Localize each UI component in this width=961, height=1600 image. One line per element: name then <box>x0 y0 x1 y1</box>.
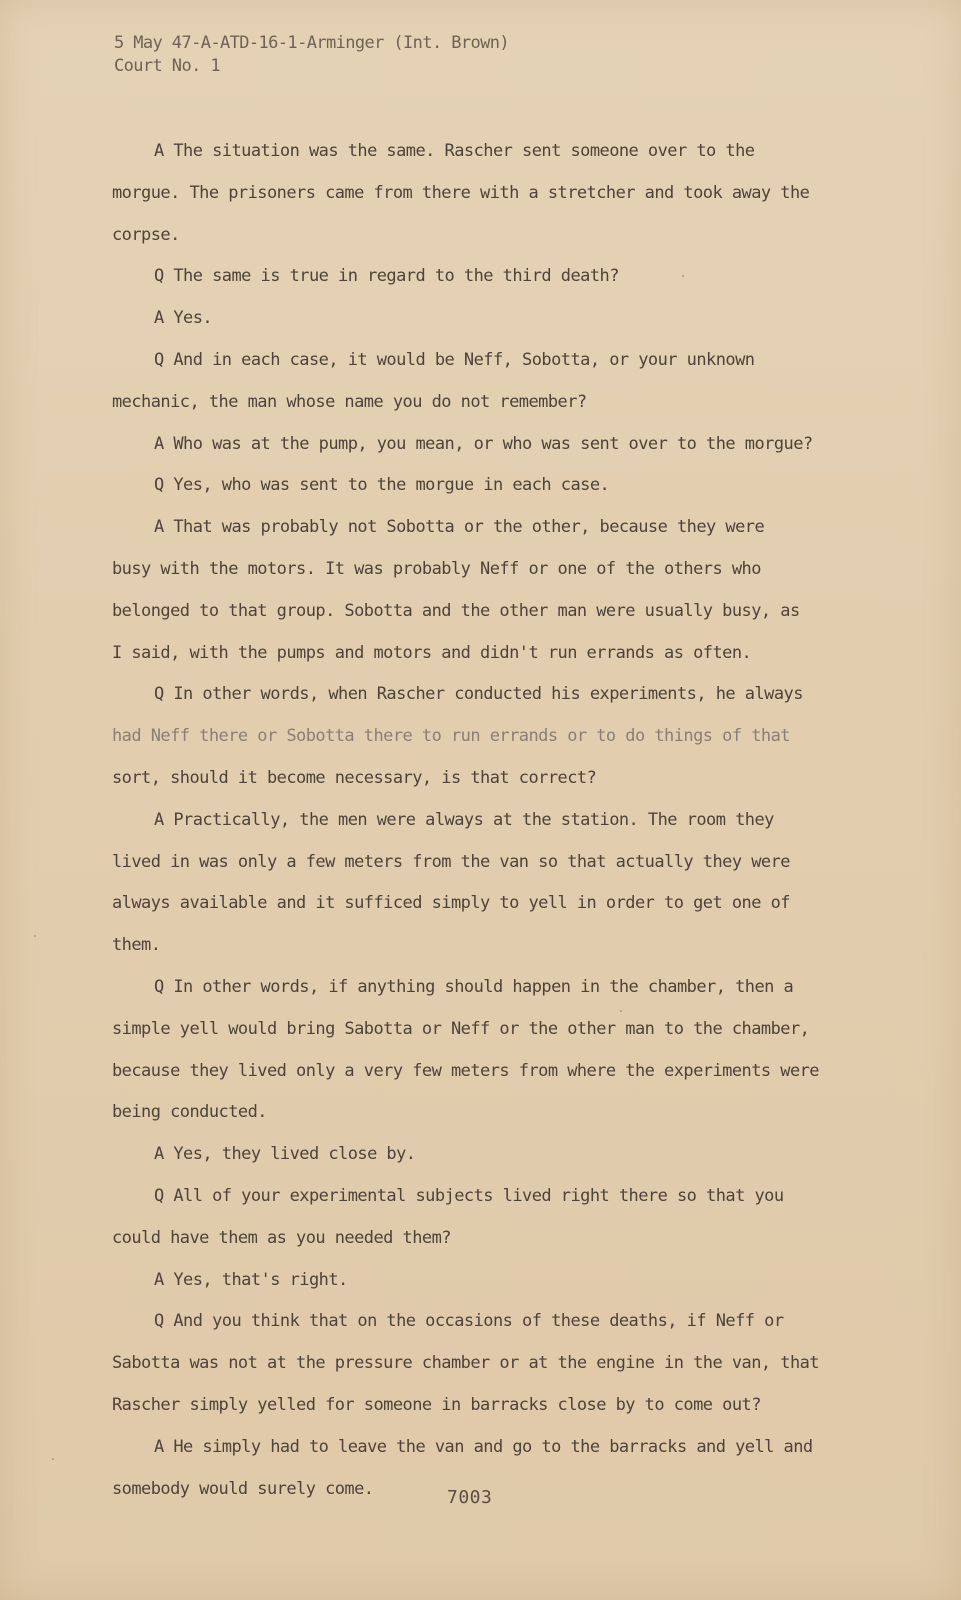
paper-speck <box>620 1010 622 1012</box>
transcript-line: lived in was only a few meters from the van so that actually they were <box>112 851 790 872</box>
transcript-line: A That was probably not Sobotta or the other, because they were <box>154 517 765 538</box>
transcript-line: mechanic, the man whose name you do not remember? <box>112 391 587 412</box>
paper-speck <box>52 1458 54 1460</box>
transcript-line: had Neff there or Sobotta there to run errands or to do things of that <box>112 726 790 747</box>
transcript-line: Q In other words, if anything should happen in the chamber, then a <box>154 976 794 997</box>
transcript-line: A He simply had to leave the van and go to the barracks and yell and <box>154 1436 813 1457</box>
transcript-line: Q The same is true in regard to the third death? <box>154 266 619 287</box>
transcript-line: morgue. The prisoners came from there with a stretcher and took away the <box>112 182 810 203</box>
document-header <box>114 32 509 78</box>
transcript-line: A Yes, they lived close by. <box>154 1144 416 1165</box>
transcript-line: sort, should it become necessary, is that correct? <box>112 767 597 788</box>
transcript-line: Q In other words, when Rascher conducted his experiments, he always <box>154 684 803 705</box>
header-court-number: Court No. 1 <box>114 56 220 76</box>
paper-speck <box>34 935 36 937</box>
transcript-line: could have them as you needed them? <box>112 1227 451 1248</box>
transcript-line: Q Yes, who was sent to the morgue in each case. <box>154 475 610 496</box>
transcript-line: always available and it sufficed simply to yell in order to get one of <box>112 893 790 914</box>
transcript-line: A Yes, that's right. <box>154 1269 348 1290</box>
header-case-reference: 5 May 47-A-ATD-16-1-Arminger (Int. Brown) <box>114 33 510 53</box>
transcript-line: belonged to that group. Sobotta and the other man were usually busy, as <box>112 600 800 621</box>
transcript-line: A The situation was the same. Rascher sent someone over to the <box>154 141 755 161</box>
transcript-line: simple yell would bring Sabotta or Neff or the other man to the chamber, <box>112 1018 810 1039</box>
transcript-line: Q All of your experimental subjects lived right there so that you <box>154 1185 784 1206</box>
transcript-line: Rascher simply yelled for someone in barracks close by to come out? <box>112 1394 761 1415</box>
transcript-line: A Who was at the pump, you mean, or who was sent over to the morgue? <box>154 433 813 454</box>
transcript-line: Sabotta was not at the pressure chamber or at the engine in the van, that <box>112 1353 819 1374</box>
transcript-body <box>112 131 872 1510</box>
transcript-line: somebody would surely come. <box>112 1478 374 1499</box>
paper-speck <box>682 275 684 277</box>
transcript-line: A Practically, the men were always at the station. The room they <box>154 809 774 830</box>
page-number: 7003 <box>447 1487 493 1508</box>
transcript-line: busy with the motors. It was probably Neff or one of the others who <box>112 558 761 579</box>
transcript-line: corpse. <box>112 224 180 245</box>
transcript-line: being conducted. <box>112 1102 267 1123</box>
transcript-line: them. <box>112 935 161 956</box>
transcript-line: I said, with the pumps and motors and didn't run errands as often. <box>112 642 752 663</box>
transcript-line: because they lived only a very few meters from where the experiments were <box>112 1060 819 1081</box>
transcript-line: Q And in each case, it would be Neff, Sobotta, or your unknown <box>154 349 755 370</box>
transcript-line: Q And you think that on the occasions of these deaths, if Neff or <box>154 1311 784 1332</box>
transcript-line: A Yes. <box>154 308 213 329</box>
